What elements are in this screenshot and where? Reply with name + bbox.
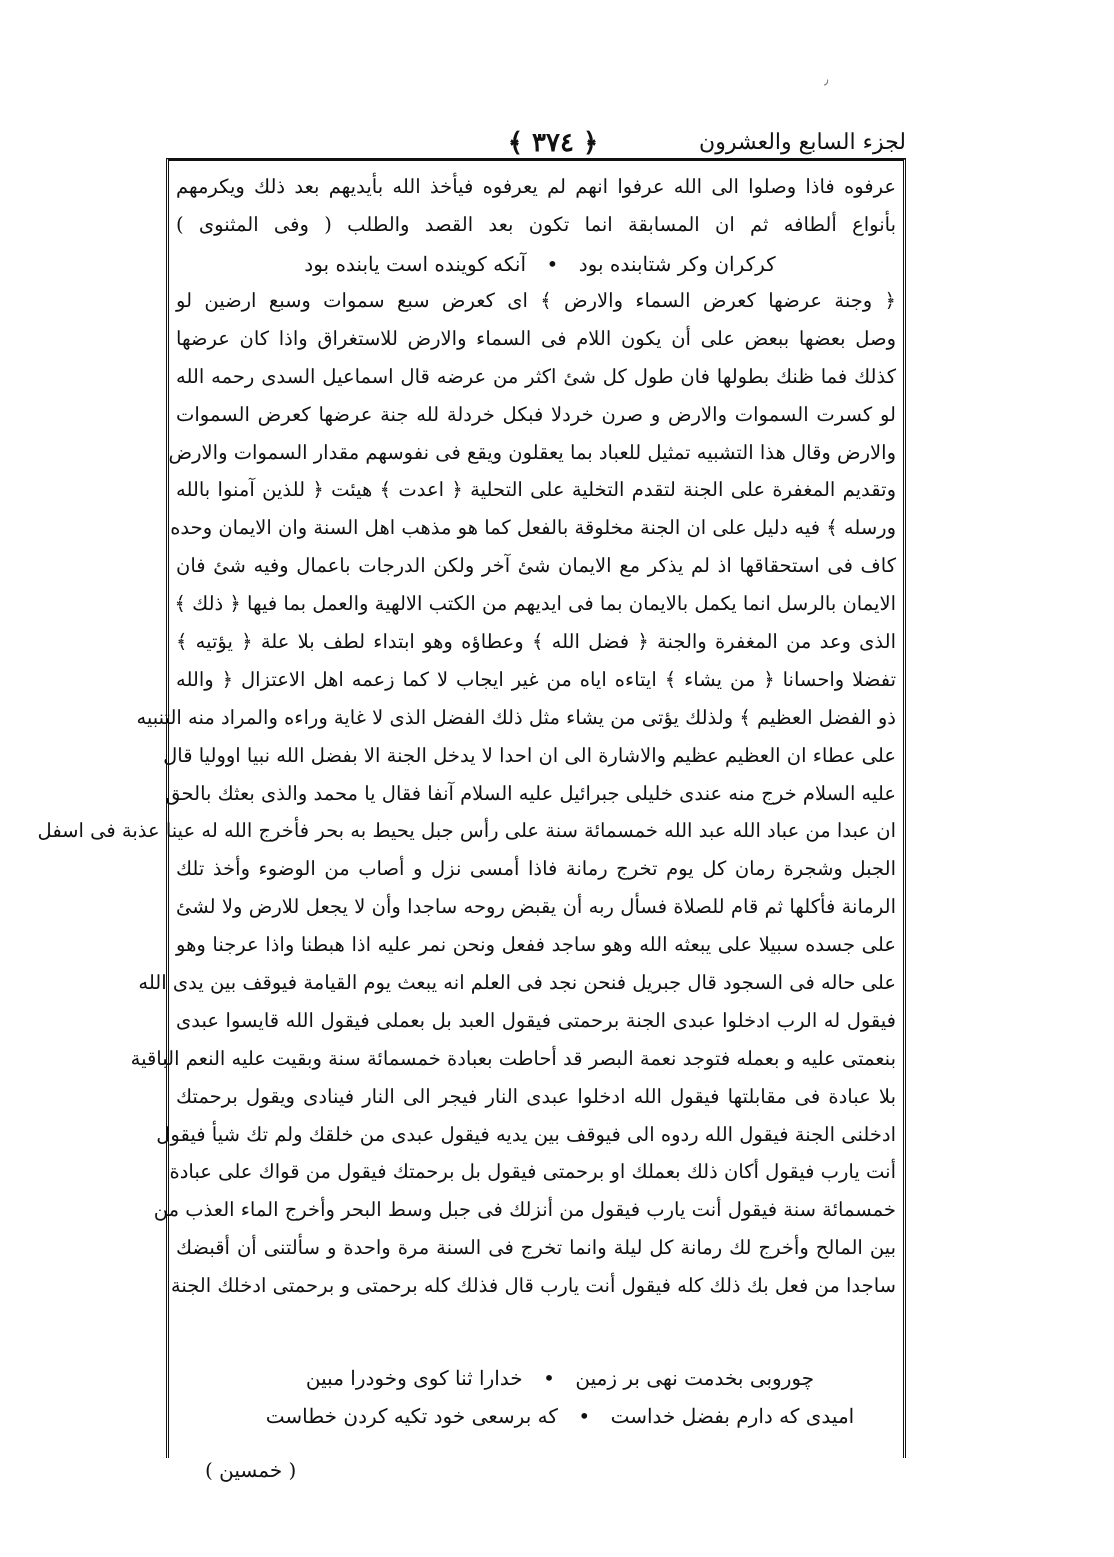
verse-couplet-bottom-1 xyxy=(230,1360,890,1396)
body-text-top xyxy=(176,168,896,244)
text-line: ساجدا من فعل بك ذلك كله فيقول أنت يارب قال فذلك كله برحمتى و برحمتى ادخلك الجنة xyxy=(170,1274,896,1298)
text-line: الرمانة فأكلها ثم قام للصلاة فسأل ربه أن يقبض روحه ساجدا وأن لا يجعل للارض ولا لشئ xyxy=(176,895,896,919)
text-line: ذو الفضل العظيم ﴾ ولذلك يؤتى من يشاء مثل ذلك الفضل الذى لا غاية وراءه والمراد منه التنبيه xyxy=(136,705,896,729)
verse-couplet-top xyxy=(270,246,810,282)
text-line: بلا عبادة فى مقابلتها فيقول الله ادخلوا عبدى النار فيجر الى النار فينادى ويقول برحمتك xyxy=(176,1084,896,1108)
verse-hemistich-left: كه برسعى خود تكيه كردن خطاست xyxy=(265,1404,558,1428)
text-line: وتقديم المغفرة على الجنة لتقدم التخلية على التحلية ﴿ اعدت ﴾ هيئت ﴿ للذين آمنوا بالله xyxy=(176,478,896,502)
catchword: ( خمسين ) xyxy=(205,1458,297,1482)
margin-mark: ٫ xyxy=(824,72,829,88)
text-line: عليه السلام خرج منه عندى خليلى جبرائيل عليه السلام آنفا فقال يا محمد والذى بعثك بالحق xyxy=(165,781,896,805)
text-line: ان عبدا من عباد الله عبد الله خمسمائة سنة على رأس جبل يحيط به بحر فأخرج الله له عينا عذبة فى اسفل xyxy=(37,819,896,843)
verse-separator: • xyxy=(543,1366,555,1390)
verse-hemistich-right: چوروبى بخدمت نهى بر زمين xyxy=(575,1366,815,1390)
text-line: بأنواع ألطافه ثم ان المسابقة انما تكون بعد القصد والطلب ( وفى المثنوى ) xyxy=(176,212,896,236)
text-line: الذى وعد من المغفرة والجنة ﴿ فضل الله ﴾ وعطاؤه وهو ابتداء لطف بلا علة ﴿ يؤتيه ﴾ xyxy=(176,630,896,654)
text-line: عرفوه فاذا وصلوا الى الله عرفوا انهم لم يعرفوه فيأخذ الله بأيديهم بعد ذلك ويكرمهم xyxy=(176,175,896,198)
verse-hemistich-left: خدارا ثنا كوى وخودرا مبين xyxy=(305,1366,523,1390)
text-line: ادخلنى الجنة فيقول الله ردوه الى فيوقف بين يديه فيقول عبدى من خلقك ولم تك شيأ فيقول xyxy=(156,1122,896,1146)
text-line: أنت يارب فيقول أكان ذلك بعملك او برحمتى فيقول بل برحمتك فيقول من قواك على عبادة xyxy=(169,1160,896,1184)
text-line: ﴿ وجنة عرضها كعرض السماء والارض ﴾ اى كعرض سبع سموات وسبع ارضين لو xyxy=(176,289,896,312)
text-line: بنعمتى عليه و بعمله فتوجد نعمة البصر قد أحاطت بعبادة خمسمائة سنة وبقيت عليه النعم الباقية xyxy=(130,1046,896,1070)
verse-couplet-bottom-2 xyxy=(230,1398,890,1434)
section-title: لجزء السابع والعشرون xyxy=(699,130,906,155)
text-line: كاف فى استحقاقها اذ لم يذكر مع الايمان شئ آخر ولكن الدرجات باعمال وفيه شئ فان xyxy=(176,554,896,578)
text-line: ورسله ﴾ فيه دليل على ان الجنة مخلوقة بالفعل كما هو مذهب اهل السنة وان الايمان وحده xyxy=(170,516,896,540)
text-line: بين المالح وأخرج لك رمانة كل ليلة وانما تخرج فى السنة مرة واحدة و سألتنى أن أقبضك xyxy=(176,1236,896,1260)
verse-separator: • xyxy=(578,1404,591,1428)
page-number: ﴿ ٣٧٤ ﴾ xyxy=(507,128,599,158)
verse-separator: • xyxy=(546,252,559,276)
text-line: تفضلا واحسانا ﴿ من يشاء ﴾ ايتاءه اياه من غير ايجاب لا كما زعمه اهل الاعتزال ﴿ والله xyxy=(176,667,896,691)
text-line: على جسده سبيلا على يبعثه الله وهو ساجد ففعل ونحن نمر عليه اذا هبطنا واذا عرجنا وهو xyxy=(176,933,896,957)
text-line: لو كسرت السموات والارض و صرن خردلا فبكل خردلة لله جنة عرضها كعرض السموات xyxy=(176,402,896,426)
text-line: على عطاء ان العظيم عظيم والاشارة الى ان احدا لا يدخل الجنة الا بفضل الله نبيا اووليا قال xyxy=(163,743,896,767)
text-line: كذلك فما ظنك بطولها فان طول كل شئ اكثر من عرضه قال اسماعيل السدى رحمه الله xyxy=(176,364,896,388)
verse-hemistich-right: اميدى كه دارم بفضل خداست xyxy=(610,1404,855,1428)
text-line: والارض وقال هذا التشبيه تمثيل للعباد بما يعقلون ويقع فى نفوسهم مقدار السموات والارض xyxy=(168,440,896,464)
text-line: وصل بعضها ببعض على أن يكون اللام فى السماء والارض للاستغراق واذا كان عرضها xyxy=(176,326,896,350)
text-line: الايمان بالرسل انما يكمل بالايمان بما فى ايديهم من الكتب الالهية والعمل بما فيها ﴿ ذلك ﴾ xyxy=(174,592,896,616)
verse-hemistich-left: آنكه كوينده است يابنده بود xyxy=(304,252,527,276)
text-line: فيقول له الرب ادخلوا عبدى الجنة برحمتى فيقول العبد بل بعملى فيقول الله قايسوا عبدى xyxy=(176,1008,896,1032)
text-line: خمسمائة سنة فيقول أنت يارب فيقول من أنزلك فى جبل وسط البحر وأخرج الماء العذب من xyxy=(153,1198,896,1222)
text-line: على حاله فى السجود قال جبريل فنحن نجد فى العلم انه يبعث يوم القيامة فيوقف بين يدى الله xyxy=(138,971,896,995)
verse-hemistich-right: كركران وكر شتابنده بود xyxy=(578,252,776,276)
body-text-main xyxy=(37,282,896,1305)
text-line: الجبل وشجرة رمان كل يوم تخرج رمانة فاذا أمسى نزل و أصاب من الوضوء وأخذ تلك xyxy=(176,857,896,881)
